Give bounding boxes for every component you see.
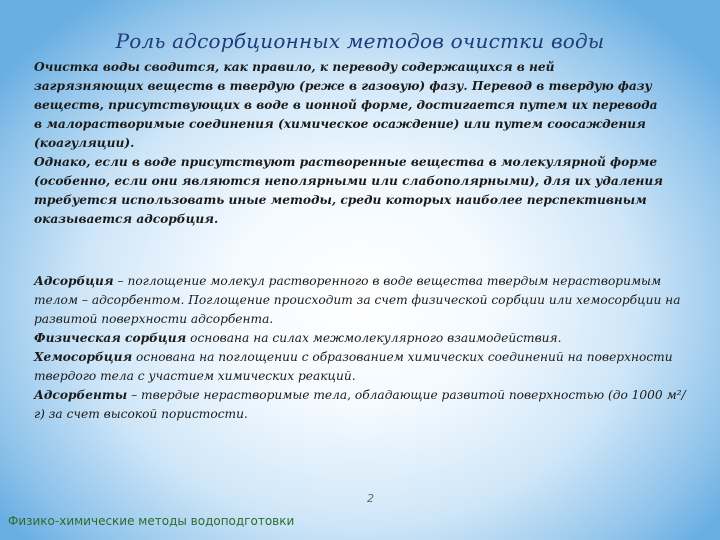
intro-paragraph-2: Однако, если в воде присутствуют растворенные вещества в молекулярной форме (особенно, если они являются неполярными или слабополярными), для их удаления требуется использовать иные методы, среди которых наиболее перспективным оказывается адсорбция. (34, 155, 663, 226)
definition-term: Хемосорбция (34, 350, 133, 364)
definition-chemisorption (34, 348, 694, 386)
definition-adsorption (34, 272, 694, 329)
definition-text: – твердые нерастворимые тела, обладающие развитой поверхностью (до 1000 м²/г) за счет высокой пористости. (34, 388, 686, 421)
definition-text: основана на поглощении с образованием химических соединений на поверхности твердого тела с участием химических реакций. (34, 350, 673, 383)
definitions-block (34, 272, 694, 424)
footer-course-title: Физико-химические методы водоподготовки (8, 514, 295, 528)
definition-term: Адсорбция (34, 274, 114, 288)
definition-term: Физическая сорбция (34, 331, 187, 345)
definition-text: основана на силах межмолекулярного взаимодействия. (186, 331, 562, 345)
definition-physical-sorption (34, 329, 694, 348)
slide-title: Роль адсорбционных методов очистки воды (115, 29, 605, 53)
intro-paragraph-1: Очистка воды сводится, как правило, к переводу содержащихся в ней загрязняющих веществ в твердую (реже в газовую) фазу. Перевод в твердую фазу веществ, присутствующих в воде в ионной форме, достигается путем их перевода в малорастворимые соединения (химическое осаждение) или путем соосаждения (коагуляции). (34, 60, 658, 150)
definition-text: – поглощение молекул растворенного в воде вещества твердым нерастворимым телом – адсорбентом. Поглощение происходит за счет физической сорбции или хемосорбции на развитой поверхности адсорбента. (34, 274, 681, 326)
intro-text (34, 58, 664, 229)
definition-adsorbents (34, 386, 694, 424)
page-number: 2 (367, 492, 374, 505)
definition-term: Адсорбенты (34, 388, 128, 402)
